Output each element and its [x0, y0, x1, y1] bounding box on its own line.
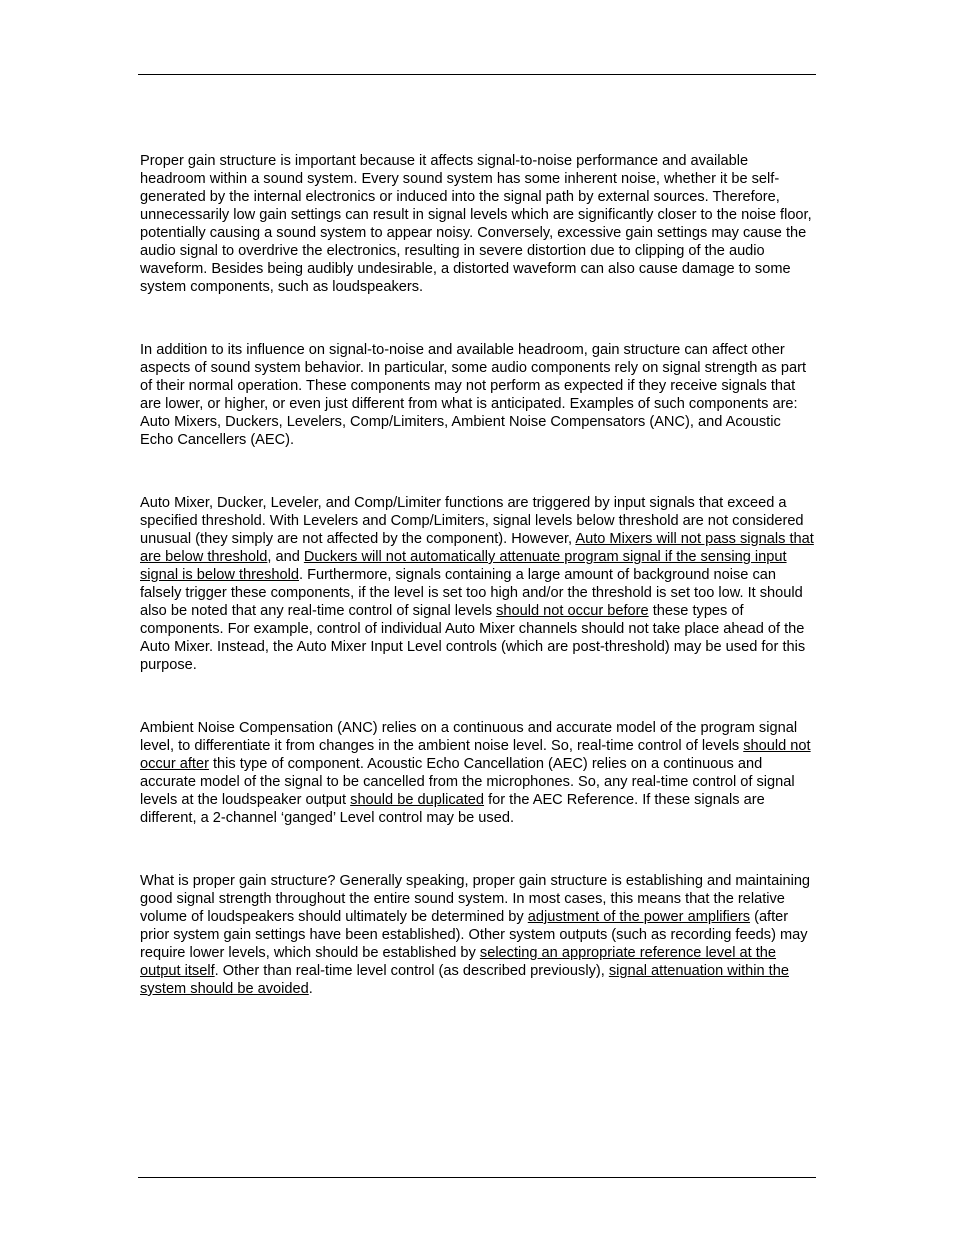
- paragraph-text: In addition to its influence on signal-to-noise and available headroom, gain structure can affect other aspects of sound system behavior. In particular, some audio components rely on signal strength as part of their normal operation. These components may not perform as expected if they receive signals that are lower, or higher, or even just different from what is anticipated. Examples of such components are: Auto Mixers, Duckers, Levelers, Comp/Limiters, Ambient Noise Compensators (ANC), and Acoustic Echo Cancellers (AEC).: [140, 342, 807, 448]
- paragraph: [140, 341, 816, 449]
- paragraph-text: these types of components. For example, control of individual Auto Mixer channels should not take place ahead of the Auto Mixer. Instead, the Auto Mixer Input Level controls (which are post-threshold) may be used for this purpose.: [140, 603, 806, 673]
- paragraph: [140, 872, 816, 998]
- underlined-text: should not occur before: [496, 603, 649, 619]
- underlined-text: adjustment of the power amplifiers: [527, 909, 751, 925]
- paragraph-text: , and: [267, 549, 304, 565]
- paragraph-text: this type of component. Acoustic Echo Cancellation (AEC) relies on a continuous and accurate model of the signal to be cancelled from the microphones. So, any real-time control of signal levels at the loudspeaker output: [140, 756, 795, 808]
- footer-rule: [138, 1177, 816, 1178]
- underlined-text: Auto Mixers will not pass signals that are below threshold: [140, 531, 814, 565]
- paragraph: [140, 152, 816, 296]
- paragraph-text: for the AEC Reference. If these signals are different, a 2-channel ‘ganged’ Level control may be used.: [140, 792, 765, 826]
- paragraph-text: Ambient Noise Compensation (ANC) relies on a continuous and accurate model of the program signal level, to differentiate it from changes in the ambient noise level. So, real-time control of levels: [140, 720, 798, 754]
- underlined-text: should not occur after: [140, 738, 811, 772]
- underlined-text: signal attenuation within the system should be avoided: [140, 963, 789, 997]
- underlined-text: selecting an appropriate reference level at the output itself: [140, 945, 777, 979]
- paragraph-text: . Other than real-time level control (as described previously),: [214, 963, 609, 979]
- paragraph-text: . Furthermore, signals containing a large amount of background noise can falsely trigger these components, if the level is set too high and/or the threshold is set too low. It should also be noted that any real-time control of signal levels: [140, 567, 803, 619]
- paragraph: [140, 494, 816, 674]
- paragraph-text: Auto Mixer, Ducker, Leveler, and Comp/Limiter functions are triggered by input signals that exceed a specified threshold. With Levelers and Comp/Limiters, signal levels below threshold are not considered unusual (they simply are not affected by the component). However,: [140, 495, 804, 547]
- paragraph: [140, 719, 816, 827]
- header-rule: [138, 74, 816, 75]
- paragraph-text: Proper gain structure is important because it affects signal-to-noise performance and available headroom within a sound system. Every sound system has some inherent noise, whether it be self-generated by the internal electronics or induced into the signal path by external sources. Therefore, unnecessarily low gain settings can result in signal levels which are significantly closer to the noise floor, potentially causing a sound system to appear noisy. Conversely, excessive gain settings may cause the audio signal to overdrive the electronics, resulting in severe distortion due to clipping of the audio waveform. Besides being audibly undesirable, a distorted waveform can also cause damage to some system components, such as loudspeakers.: [140, 153, 812, 295]
- underlined-text: should be duplicated: [350, 792, 485, 808]
- paragraph-text: (after prior system gain settings have been established). Other system outputs (such as recording feeds) may require lower levels, which should be established by: [140, 909, 808, 961]
- underlined-text: Duckers will not automatically attenuate program signal if the sensing input signal is below threshold: [140, 549, 787, 583]
- paragraph-text: .: [308, 981, 313, 997]
- paragraph-text: What is proper gain structure? Generally speaking, proper gain structure is establishing and maintaining good signal strength throughout the entire sound system. In most cases, this means that the relative volume of loudspeakers should ultimately be determined by: [140, 873, 811, 925]
